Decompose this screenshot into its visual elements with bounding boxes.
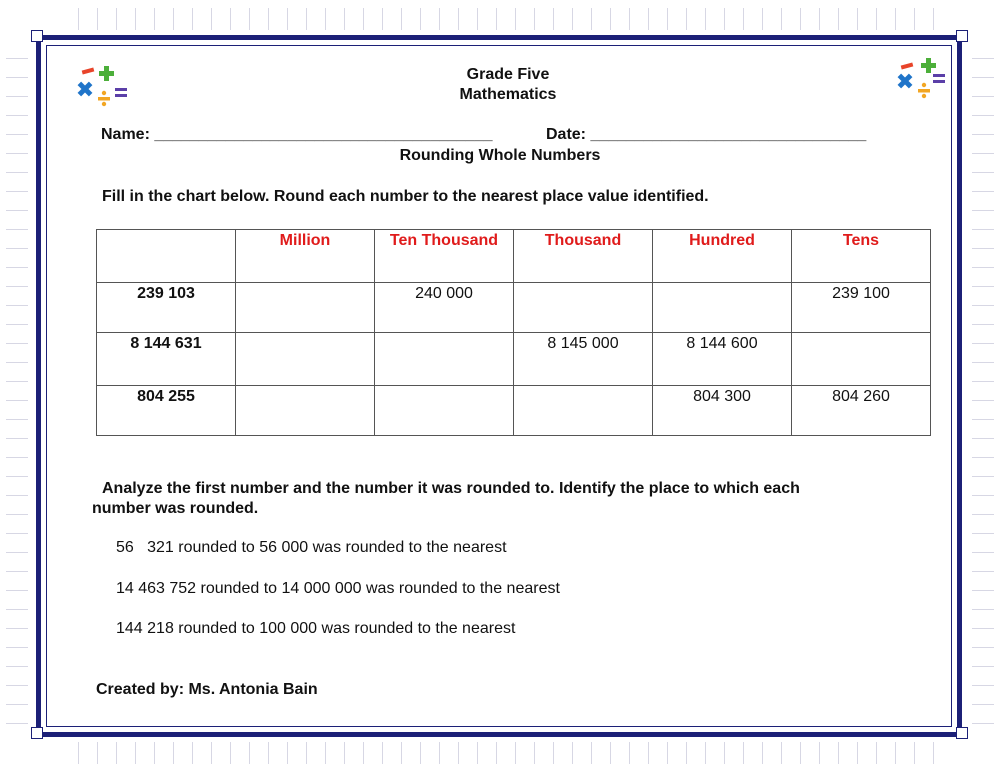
- answer-cell-ten-thousand[interactable]: [375, 386, 514, 436]
- analyze-line-2: number was rounded.: [92, 500, 259, 517]
- table-row: [97, 283, 931, 333]
- name-field[interactable]: Name: ______________________________________: [101, 126, 493, 143]
- date-field[interactable]: Date: _______________________________: [546, 126, 867, 143]
- answer-cell-ten-thousand[interactable]: [375, 333, 514, 386]
- chart-header-row: [97, 230, 931, 283]
- chart-instructions: Fill in the chart below. Round each number to the nearest place value identified.: [102, 188, 709, 205]
- question-1[interactable]: 56 321 rounded to 56 000 was rounded to the nearest: [116, 539, 507, 556]
- right-margin-ticks: [972, 40, 994, 732]
- author-credit: Created by: Ms. Antonia Bain: [96, 681, 318, 698]
- header-cell-thousand: Thousand: [514, 230, 653, 283]
- answer-cell-ten-thousand[interactable]: 240 000: [375, 283, 514, 333]
- question-3[interactable]: 144 218 rounded to 100 000 was rounded to the nearest: [116, 620, 516, 637]
- corner-ornament: [31, 30, 43, 42]
- row-number-cell: 804 255: [97, 386, 236, 436]
- answer-cell-hundred[interactable]: [653, 283, 792, 333]
- header-cell-hundred: Hundred: [653, 230, 792, 283]
- answer-cell-hundred[interactable]: 804 300: [653, 386, 792, 436]
- table-row: [97, 386, 931, 436]
- answer-cell-million[interactable]: [236, 283, 375, 333]
- question-2[interactable]: 14 463 752 rounded to 14 000 000 was rounded to the nearest: [116, 580, 560, 597]
- corner-ornament: [31, 727, 43, 739]
- analyze-line-1: Analyze the first number and the number it was rounded to. Identify the place to which each: [102, 480, 800, 497]
- top-margin-ticks: [60, 8, 940, 30]
- row-number-cell: 8 144 631: [97, 333, 236, 386]
- bottom-margin-ticks: [60, 742, 940, 764]
- header-cell-blank: [97, 230, 236, 283]
- grade-heading: Grade Five: [466, 66, 550, 83]
- header-cell-million: Million: [236, 230, 375, 283]
- row-number-cell: 239 103: [97, 283, 236, 333]
- header-cell-ten-thousand: Ten Thousand: [375, 230, 514, 283]
- left-margin-ticks: [6, 40, 28, 732]
- answer-cell-hundred[interactable]: 8 144 600: [653, 333, 792, 386]
- worksheet-topic: Rounding Whole Numbers: [399, 147, 601, 164]
- answer-cell-thousand[interactable]: 8 145 000: [514, 333, 653, 386]
- table-row: [97, 333, 931, 386]
- header-cell-tens: Tens: [792, 230, 931, 283]
- answer-cell-tens[interactable]: 239 100: [792, 283, 931, 333]
- subject-heading: Mathematics: [459, 86, 557, 103]
- answer-cell-million[interactable]: [236, 386, 375, 436]
- analyze-instructions: [92, 479, 912, 519]
- answer-cell-tens[interactable]: [792, 333, 931, 386]
- answer-cell-thousand[interactable]: [514, 386, 653, 436]
- rounding-chart: [96, 229, 931, 436]
- answer-cell-tens[interactable]: 804 260: [792, 386, 931, 436]
- answer-cell-million[interactable]: [236, 333, 375, 386]
- corner-ornament: [956, 30, 968, 42]
- corner-ornament: [956, 727, 968, 739]
- answer-cell-thousand[interactable]: [514, 283, 653, 333]
